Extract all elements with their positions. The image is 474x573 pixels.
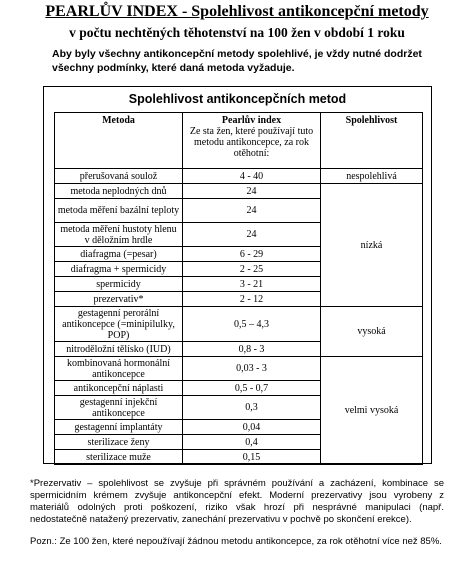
- method-cell: sterilizace ženy: [55, 435, 183, 450]
- index-cell: 0,5 – 4,3: [183, 307, 321, 342]
- reliability-table: [54, 112, 423, 465]
- method-cell: metoda měření hustoty hlenu v děložním hrdle: [55, 223, 183, 247]
- footnote: *Prezervativ – spolehlivost se zvyšuje při správném používání a zacházení, kombinace se spermicidním krémem zvyšuje antikoncepční efekt. Moderní prezervativy jsou vyrobeny z materiálů odolných proti poškození, riziko však hrozí při nesprávné manipulaci (např. nedostatečně natažený prezervativ, zanechání prezervativu v pochvě po skončení erekce).: [30, 478, 444, 525]
- header-method: Metoda: [55, 113, 183, 169]
- index-cell: 2 - 25: [183, 262, 321, 277]
- method-cell: metoda neplodných dnů: [55, 184, 183, 199]
- index-cell: 0,4: [183, 435, 321, 450]
- index-cell: 0,8 - 3: [183, 342, 321, 357]
- index-cell: 0,04: [183, 420, 321, 435]
- table-title: Spolehlivost antikoncepčních metod: [128, 92, 347, 106]
- index-cell: 0,3: [183, 396, 321, 420]
- method-cell: přerušovaná soulož: [55, 169, 183, 184]
- table-header-row: [55, 113, 423, 169]
- note: Pozn.: Ze 100 žen, které nepoužívají žádnou metodu antikoncepce, za rok otěhotní více než 85%.: [30, 536, 442, 547]
- method-cell: antikoncepční náplasti: [55, 381, 183, 396]
- reliability-cell: velmi vysoká: [321, 357, 423, 465]
- method-cell: prezervativ*: [55, 292, 183, 307]
- table-row: [55, 169, 423, 184]
- index-cell: 6 - 29: [183, 247, 321, 262]
- reliability-cell: nespolehlivá: [321, 169, 423, 184]
- method-cell: diafragma + spermicidy: [55, 262, 183, 277]
- header-pearl-desc: Ze sta žen, které používají tuto metodu antikoncepce, za rok otěhotní:: [189, 126, 314, 159]
- method-cell: nitroděložní tělísko (IUD): [55, 342, 183, 357]
- page-subtitle: v počtu nechtěných těhotenství na 100 žen v období 1 roku: [69, 25, 405, 40]
- index-cell: 3 - 21: [183, 277, 321, 292]
- index-cell: 0,03 - 3: [183, 357, 321, 381]
- index-cell: 24: [183, 184, 321, 199]
- index-cell: 0,5 - 0,7: [183, 381, 321, 396]
- header-pearl-index: [183, 113, 321, 169]
- intro-text: Aby byly všechny antikoncepční metody spolehlivé, je vždy nutné dodržet všechny podmínky, které daná metoda vyžaduje.: [52, 48, 422, 74]
- method-cell: spermicidy: [55, 277, 183, 292]
- method-cell: gestagenní implantáty: [55, 420, 183, 435]
- index-cell: 4 - 40: [183, 169, 321, 184]
- reliability-cell: nízká: [321, 184, 423, 307]
- index-cell: 24: [183, 223, 321, 247]
- page-title: PEARLŮV INDEX - Spolehlivost antikoncepční metody: [45, 3, 429, 20]
- method-cell: gestagenní perorální antikoncepce (=minipilulky, POP): [55, 307, 183, 342]
- index-cell: 2 - 12: [183, 292, 321, 307]
- table-row: [55, 307, 423, 342]
- index-cell: 24: [183, 199, 321, 223]
- method-cell: diafragma (=pesar): [55, 247, 183, 262]
- header-reliability: Spolehlivost: [321, 113, 423, 169]
- header-pearl-title: Pearlův index: [221, 115, 282, 126]
- table-row: [55, 357, 423, 381]
- reliability-cell: vysoká: [321, 307, 423, 357]
- method-cell: metoda měření bazální teploty: [55, 199, 183, 223]
- method-cell: sterilizace muže: [55, 450, 183, 465]
- index-cell: 0,15: [183, 450, 321, 465]
- table-frame: [43, 86, 432, 464]
- method-cell: gestagenní injekční antikoncepce: [55, 396, 183, 420]
- table-row: [55, 184, 423, 199]
- method-cell: kombinovaná hormonální antikoncepce: [55, 357, 183, 381]
